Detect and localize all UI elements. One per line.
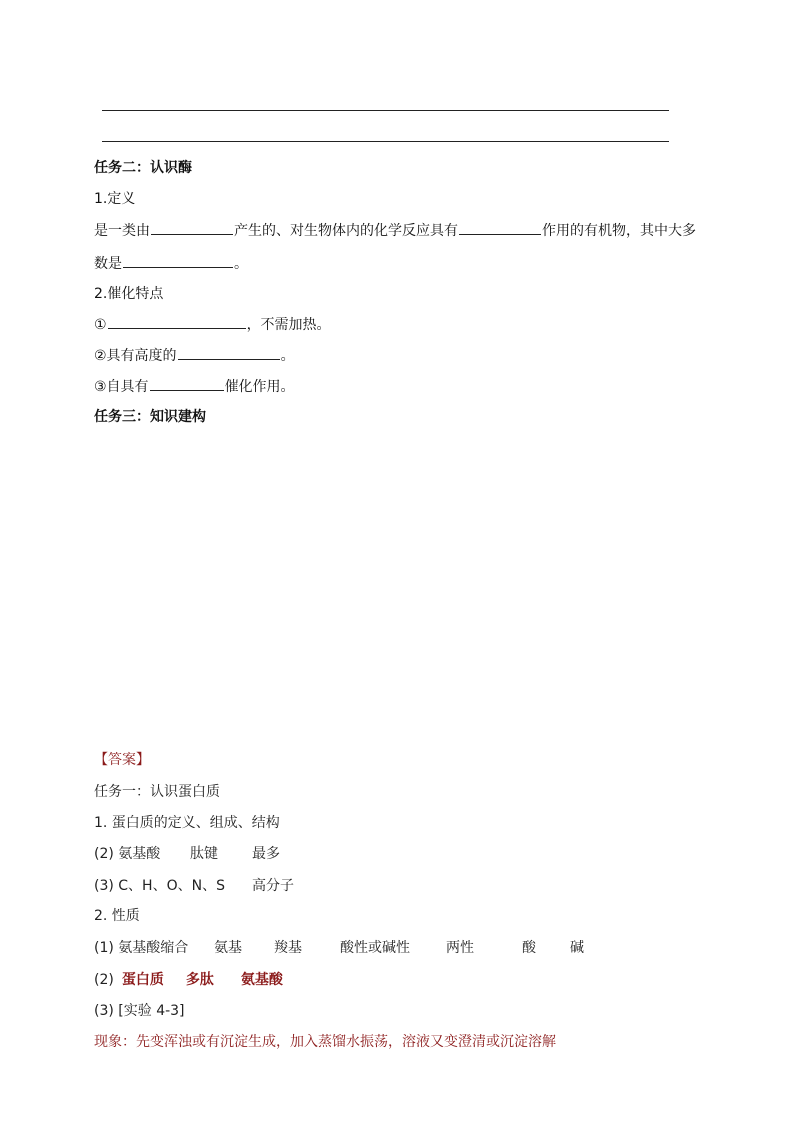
answer-2-1-c: 羧基 xyxy=(274,940,302,956)
feature-3-tail: 催化作用。 xyxy=(224,379,295,395)
blank-majority[interactable] xyxy=(123,253,233,268)
answer-1-2-a: (2) 氨基酸 xyxy=(94,846,161,862)
answer-item-2-1 xyxy=(94,938,584,958)
answer-2-2-a: 蛋白质 xyxy=(121,972,164,988)
answer-2-1-e: 两性 xyxy=(446,940,474,956)
definition-text-b: 产生的、对生物体内的化学反应具有 xyxy=(234,223,458,239)
answer-2-1-a: (1) 氨基酸缩合 xyxy=(94,940,189,956)
feature-3 xyxy=(94,376,295,397)
answer-rule-1 xyxy=(102,110,669,111)
definition-text-e: 。 xyxy=(234,256,248,272)
definition-text-a: 是一类由 xyxy=(94,223,150,239)
feature-1-tail: ，不需加热。 xyxy=(246,317,331,333)
blank-feature-1[interactable] xyxy=(108,314,246,329)
definition-line-2 xyxy=(94,253,248,274)
task2-title: 任务二：认识酶 xyxy=(94,160,192,176)
answer-2-1-g: 碱 xyxy=(570,940,584,956)
feature-1 xyxy=(94,314,331,335)
definition-text-d: 数是 xyxy=(94,256,122,272)
answer-2-1-f: 酸 xyxy=(522,940,536,956)
answer-item-1-2 xyxy=(94,844,280,864)
answer-item-1: 1. 蛋白质的定义、组成、结构 xyxy=(94,815,280,831)
blank-feature-3[interactable] xyxy=(150,376,224,391)
blank-catalysis[interactable] xyxy=(459,220,541,235)
answer-2-2-c: 氨基酸 xyxy=(240,972,283,988)
answer-2-1-b: 氨基 xyxy=(214,940,242,956)
feature-1-number: ① xyxy=(94,317,107,333)
answer-rule-2 xyxy=(102,141,669,142)
blank-producer[interactable] xyxy=(151,220,233,235)
answer-item-2-2 xyxy=(94,970,283,990)
answer-header: 【答案】 xyxy=(94,752,150,768)
answer-1-2-c: 最多 xyxy=(252,846,280,862)
answer-1-3-b: 高分子 xyxy=(252,878,294,894)
task3-title: 任务三：知识建构 xyxy=(94,409,206,425)
answer-item-2-3: (3) [实验 4-3] xyxy=(94,1003,185,1019)
answer-phenomenon: 现象：先变浑浊或有沉淀生成，加入蒸馏水振荡，溶液又变澄清或沉淀溶解 xyxy=(94,1034,556,1050)
answer-1-3-a: (3) C、H、O、N、S xyxy=(94,878,225,894)
feature-2 xyxy=(94,345,295,366)
answer-task1-title: 任务一：认识蛋白质 xyxy=(94,784,220,800)
definition-heading: 1.定义 xyxy=(94,191,136,207)
answer-item-1-3 xyxy=(94,876,294,896)
answer-2-2-b: 多肽 xyxy=(185,972,214,988)
features-heading: 2.催化特点 xyxy=(94,286,164,302)
blank-feature-2[interactable] xyxy=(178,345,280,360)
answer-2-2-num: (2) xyxy=(94,972,114,988)
answer-item-2: 2. 性质 xyxy=(94,908,140,924)
feature-2-text: ②具有高度的 xyxy=(94,348,177,364)
answer-2-1-d: 酸性或碱性 xyxy=(340,940,410,956)
feature-3-text: ③自具有 xyxy=(94,379,149,395)
answer-1-2-b: 肽键 xyxy=(190,846,218,862)
definition-line-1 xyxy=(94,220,696,241)
definition-text-c: 作用的有机物，其中大多 xyxy=(542,223,696,239)
feature-2-tail: 。 xyxy=(280,348,295,364)
